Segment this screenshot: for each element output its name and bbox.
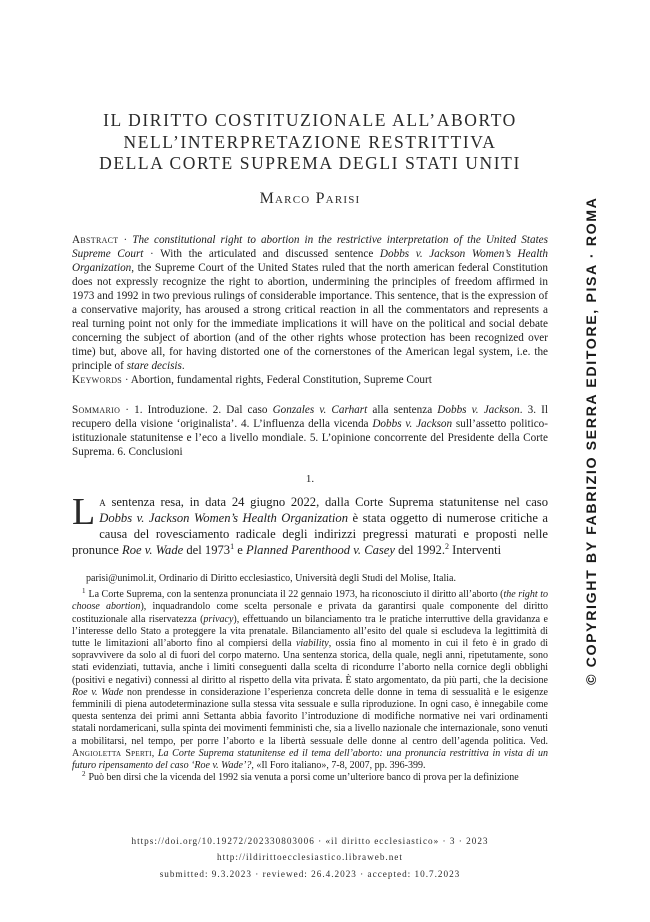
abstract-separator: · [118, 234, 133, 246]
footnote-ref-1[interactable]: 1 [230, 541, 235, 551]
footnote-1-text-7: , «Il Foro italiano», 7-8, 2007, pp. 396-399. [251, 760, 426, 772]
footer-doi-line: https://doi.org/10.19272/202330803006 · «il diritto ecclesiastico» · 3 · 2023 [131, 836, 489, 846]
keywords-label: Keywords [72, 374, 123, 386]
footnote-1-text-5: non prendesse in considerazione l’esperienza concreta delle donne in tema di sessualità e le esigenze femminili di piena autodeterminazione sulla stessa vita sessuale e sulla riproduzione. In ogni caso, è innegabile come questa sentenza dei primi anni Settanta abbia favorito l’introduzione di modifiche normative nei vari ordinamenti statali nordamericani, sulla spinta dei movimenti femministi che, sia a livello nazionale che internazionale, sono venuti a mobilitarsi, nel tempo, per porre l’aborto e la libertà sessuale delle donne al centro dell’agenda politica. Ved. [72, 686, 548, 747]
abstract-label: Abstract [72, 234, 119, 246]
keywords [72, 373, 548, 387]
footnote-2 [72, 769, 548, 784]
footnote-1-text-3: ), effettuando un bilanciamento tra le pratiche interruttive della gravidanza e l’interesse dello Stato a proteggere la vita prenatale. Bilanciamento all’esito del quale si escludeva la legittimità di tutte le limitazioni all’aborto fino al compiersi della [72, 613, 548, 650]
title-line-3: DELLA CORTE SUPREMA DEGLI STATI UNITI [99, 153, 521, 173]
first-word-small-caps: a [99, 495, 106, 509]
copyright-notice: © COPYRIGHT BY FABRIZIO SERRA EDITORE, PISA · ROMA [584, 196, 600, 685]
main-text-5: del 1992. [394, 543, 446, 557]
title-line-1: IL DIRITTO COSTITUZIONALE ALL’ABORTO [103, 110, 517, 130]
footnote-1-italic-3: viability [295, 638, 329, 650]
footnote-1-text-2: ), inquadrandolo come scelta personale e privata da garantirsi quale componente del diritto costituzionale alla riservatezza ( [72, 601, 548, 625]
main-text-4: e [234, 543, 246, 557]
footnote-1-text-4: , ossia fino al momento in cui il feto è in grado di sopravvivere da solo al di fuori del corpo materno. Una sentenza storica, della quale, negli anni, ripetutamente, sono stati evidenziati, tuttavia, anche i limiti conseguenti dalla scelta di ricondurre l’aborto nella cornice degli obblighi (positivi e negativi) connessi al diritto al rispetto della vita privata. È stato argomentato, da più parti, che la decisione [72, 638, 548, 686]
main-case-1: Dobbs v. Jackson Women’s Health Organization [99, 511, 348, 525]
abstract-principle: stare decisis [126, 360, 182, 372]
footnote-1-italic-4: Roe v. Wade [72, 686, 124, 698]
summary-text-2: alla sentenza [367, 404, 438, 416]
abstract-text-2: , the Supreme Court of the United States ruled that the north american federal Constitution does not expressly recognize the right to abortion, undermining the principles of freedom affirmed in 1973 and 1992 in two previous rulings of considerable importance. This sentence, that is the expression of a conservative majority, has aroused a strong critical reaction in all the commentators and represents a real turning point not only for the immediate implications it will have on the political and social debate concerning the subject of abortion (and of the other rights whose protection has been recognized over time) but, above all, for having distorted one of the cornerstones of the American legal system, i.e. the principle of [72, 262, 548, 372]
title-line-2: NELL’INTERPRETAZIONE RESTRITTIVA [123, 131, 497, 152]
main-case-2: Roe v. Wade [122, 543, 184, 557]
footnote-1-italic-1: the right to choose abortion [72, 589, 548, 613]
main-paragraph [72, 491, 548, 558]
summary-text-1: · 1. Introduzione. 2. Dal caso [120, 404, 273, 416]
abstract-case-name: Dobbs v. Jackson Women’s Health Organization [72, 248, 549, 274]
abstract-separator-2: · [143, 248, 161, 260]
drop-cap: L [72, 491, 96, 533]
author-name: Marco Parisi [259, 190, 361, 207]
footnote-1-cited-author: Angioletta Sperti [72, 747, 152, 759]
footnote-2-mark: 2 [82, 769, 86, 778]
author-affiliation: parisi@unimol.it, Ordinario di Diritto ecclesiastico, Università degli Studi del Molise, Italia. [86, 573, 456, 584]
article-title [60, 110, 560, 175]
footnote-1-italic-2: privacy [203, 613, 234, 625]
abstract-text-1: With the articulated and discussed sentence [160, 248, 380, 260]
main-text-6: Interventi [449, 543, 502, 557]
summary-case-3: Dobbs v. Jackson [372, 418, 453, 430]
keywords-text: · Abortion, fundamental rights, Federal Constitution, Supreme Court [122, 374, 432, 386]
abstract [72, 233, 548, 373]
summary-text-4: sull’assetto politico-istituzionale statunitense e l’eco a livello mondiale. 5. L’opinione concorrente del Presidente della Corte Suprema. 6. Conclusioni [72, 418, 548, 458]
footnote-1-text-6: , [151, 747, 158, 759]
footnote-1-text-1: La Corte Suprema, con la sentenza pronunciata il 22 gennaio 1973, ha riconosciuto il diritto all’aborto ( [88, 589, 504, 601]
footnote-1 [72, 586, 548, 772]
section-number: 1. [305, 473, 315, 485]
footnotes [72, 573, 548, 784]
abstract-end: . [181, 360, 185, 372]
footer-dates-line: submitted: 9.3.2023 · reviewed: 26.4.2023 · accepted: 10.7.2023 [159, 869, 461, 879]
summary-label: Sommario [72, 404, 121, 416]
footnote-1-cited-title: La Corte Suprema statunitense ed il tema dell’aborto: una pronuncia restrittiva in vista di un futuro ripensamento del caso ‘Roe v. Wade’? [72, 747, 548, 772]
summary-case-1: Gonzales v. Carhart [272, 404, 368, 416]
footnote-1-mark: 1 [82, 586, 86, 595]
summary-case-2: Dobbs v. Jackson [437, 404, 520, 416]
main-text-3: del 1973 [183, 543, 231, 557]
main-text-1: sentenza resa, in data 24 giugno 2022, dalla Corte Suprema statunitense nel caso [105, 495, 548, 509]
abstract-title: The constitutional right to abortion in the restrictive interpretation of the United States Supreme Court [72, 234, 548, 260]
summary [72, 403, 548, 459]
main-case-3: Planned Parenthood v. Casey [245, 543, 395, 557]
summary-text-3: . 3. Il recupero della visione ‘originalista’. 4. L’influenza della vicenda [72, 404, 549, 430]
footnote-ref-2[interactable]: 2 [445, 541, 450, 551]
main-text-2: è stata oggetto di numerose critiche a causa del rovesciamento radicale degli indirizzi pregressi maturati e proposti nelle pronunce [72, 511, 548, 557]
footnote-2-text: Può ben dirsi che la vicenda del 1992 sia venuta a porsi come un’ulteriore banco di prova per la definizione [88, 772, 519, 784]
footer-url-line[interactable]: http://ildirittoecclesiastico.libraweb.net [217, 852, 403, 862]
